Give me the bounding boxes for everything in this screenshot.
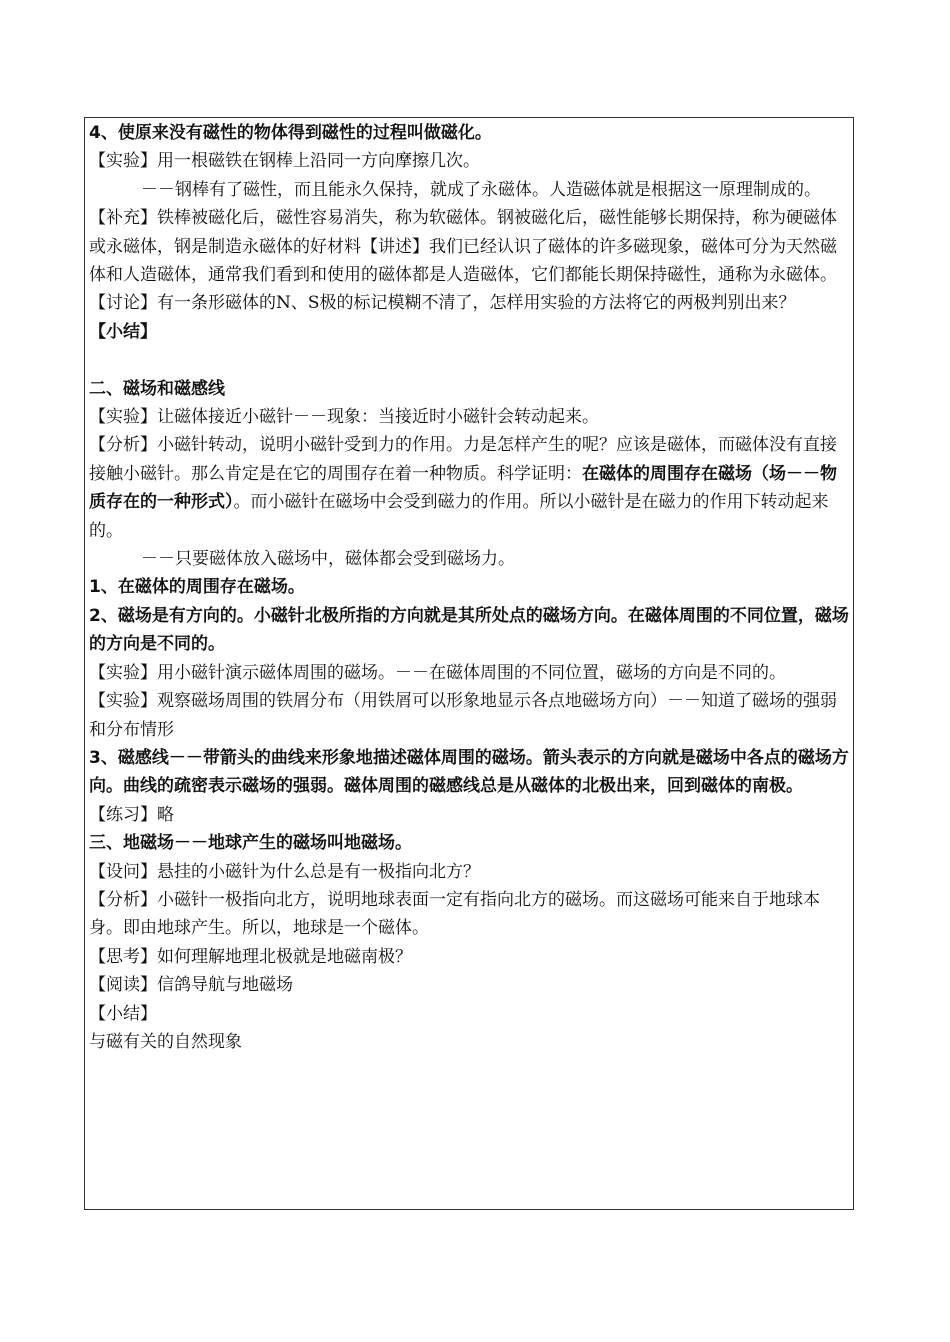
paragraph: 【实验】观察磁场周围的铁屑分布（用铁屑可以形象地显示各点地磁场方向）－－知道了磁场的强弱和分布情形 [89, 691, 837, 740]
paragraph: －－只要磁体放入磁场中，磁体都会受到磁场力。 [141, 549, 515, 570]
paragraph: 【实验】用一根磁铁在钢棒上沿同一方向摩擦几次。 [89, 151, 480, 172]
paragraph: －－钢棒有了磁性，而且能永久保持，就成了永磁体。人造磁体就是根据这一原理制成的。 [141, 179, 821, 200]
paragraph-bold-text: 在磁体的周围存在磁场（场－－物质存在的一种形式） [89, 463, 837, 513]
paragraph-text: 【分析】小磁针转动，说明小磁针受到力的作用。力是怎样产生的呢？应该是磁体，而磁体没有直接接触小磁针。那么肯定是在它的周围存在着一种物质。科学证明： [89, 435, 837, 484]
section-heading: 三、地磁场－－地球产生的磁场叫地磁场。 [89, 833, 412, 854]
paragraph: 【练习】略 [89, 804, 174, 825]
paragraph: 【小结】 [89, 1003, 157, 1024]
paragraph: 【分析】小磁针一极指向北方，说明地球表面一定有指向北方的磁场。而这磁场可能来自于地球本身。即由地球产生。所以，地球是一个磁体。 [89, 889, 820, 939]
paragraph: 【设问】悬挂的小磁针为什么总是有一极指向北方？ [89, 861, 480, 882]
paragraph: 3、磁感线－－带箭头的曲线来形象地描述磁体周围的磁场。箭头表示的方向就是磁场中各点的磁场方向。曲线的疏密表示磁场的强弱。磁体周围的磁感线总是从磁体的北极出来，回到磁体的南极。 [89, 747, 849, 797]
section-heading: 二、磁场和磁感线 [89, 378, 225, 399]
paragraph: 与磁有关的自然现象 [89, 1031, 242, 1052]
paragraph: 【实验】用小磁针演示磁体周围的磁场。－－在磁体周围的不同位置，磁场的方向是不同的。 [89, 662, 786, 683]
blank-line [89, 346, 851, 374]
paragraph: 2、磁场是有方向的。小磁针北极所指的方向就是其所处点的磁场方向。在磁体周围的不同位置，磁场的方向是不同的。 [89, 605, 849, 655]
lesson-content [89, 119, 851, 1056]
paragraph: 【阅读】信鸽导航与地磁场 [89, 975, 293, 996]
paragraph-text-tail: 。而小磁针在磁场中会受到磁力的作用。所以小磁针是在磁力的作用下转动起来的。 [89, 492, 829, 541]
paragraph: 4、使原来没有磁性的物体得到磁性的过程叫做磁化。 [89, 123, 492, 143]
paragraph: 【实验】让磁体接近小磁针－－现象：当接近时小磁针会转动起来。 [89, 407, 599, 428]
paragraph: 【思考】如何理解地理北极就是地磁南极？ [89, 946, 412, 967]
paragraph [89, 431, 851, 545]
paragraph: 1、在磁体的周围存在磁场。 [89, 577, 305, 598]
paragraph: 【小结】 [89, 321, 157, 342]
paragraph: 【补充】铁棒被磁化后，磁性容易消失，称为软磁体。钢被磁化后，磁性能够长期保持，称为硬磁体或永磁体，钢是制造永磁体的好材料【讲述】我们已经认识了磁体的许多磁现象，磁体可分为天然磁体和人造磁体，通常我们看到和使用的磁体都是人造磁体，它们都能长期保持磁性，通称为永磁体。 [89, 208, 837, 286]
paragraph: 【讨论】有一条形磁体的N、S极的标记模糊不清了，怎样用实验的方法将它的两极判别出来？ [89, 293, 796, 314]
